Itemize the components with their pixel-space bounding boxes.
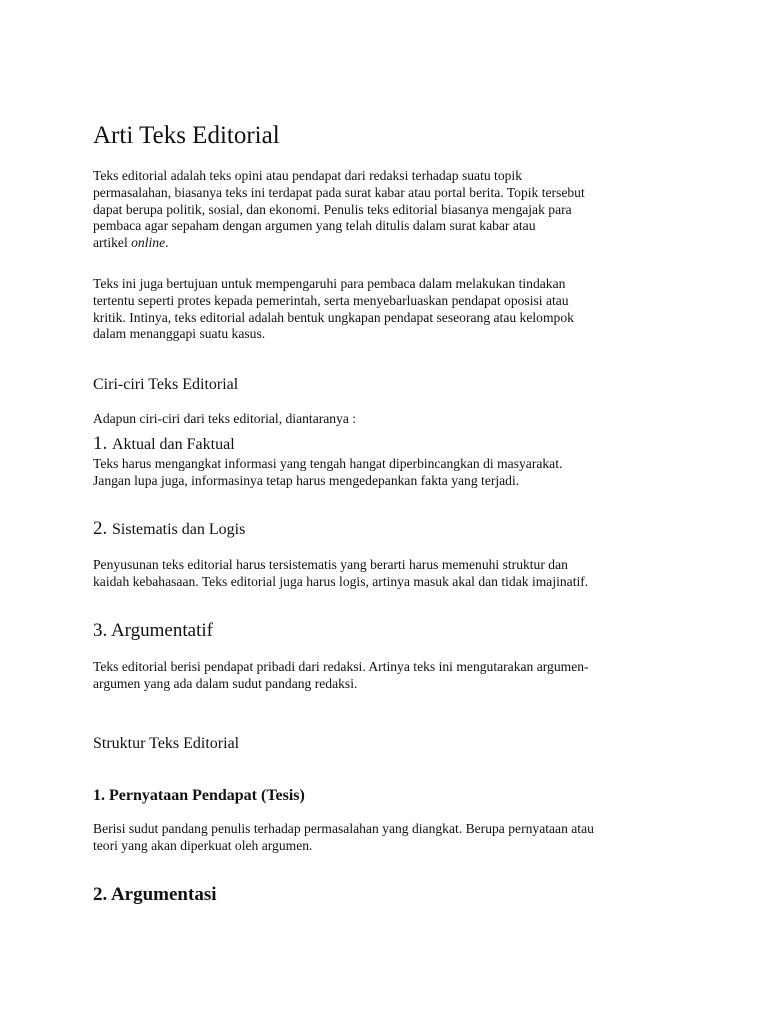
text-line: kritik. Intinya, teks editorial adalah bentuk ungkapan pendapat seseorang atau kelompok: [93, 309, 574, 325]
text-line: permasalahan, biasanya teks ini terdapat pada surat kabar atau portal berita. Topik tersebut: [93, 184, 585, 200]
text-line: teori yang akan diperkuat oleh argumen.: [93, 837, 313, 853]
text-line: Teks ini juga bertujuan untuk mempengaruhi para pembaca dalam melakukan tindakan: [93, 276, 566, 291]
text-line: Penyusunan teks editorial harus tersistematis yang berarti harus memenuhi struktur dan: [93, 557, 568, 572]
text-line: Berisi sudut pandang penulis terhadap permasalahan yang diangkat. Berupa pernyataan atau: [93, 821, 594, 836]
ciri-2-title: Sistematis dan Logis: [112, 521, 246, 538]
ciri-2-number: 2.: [93, 518, 108, 539]
ciri-1-title: Aktual dan Faktual: [112, 436, 235, 453]
struktur-2-heading: 2. Argumentasi: [93, 884, 217, 905]
intro-paragraph-1: [93, 168, 693, 252]
ciri-3-body: [93, 659, 693, 693]
text-line: Jangan lupa juga, informasinya tetap harus mengedepankan fakta yang terjadi.: [93, 472, 520, 488]
ciri-1-number: 1.: [93, 433, 108, 454]
text-line: tertentu seperti protes kepada pemerintah, serta menyebarluaskan pendapat oposisi atau: [93, 292, 569, 308]
section-heading-struktur: Struktur Teks Editorial: [93, 735, 240, 752]
struktur-1-heading: 1. Pernyataan Pendapat (Tesis): [93, 787, 305, 804]
struktur-1-body: [93, 821, 693, 855]
text-line: kaidah kebahasaan. Teks editorial juga harus logis, artinya masuk akal dan tidak imajinatif.: [93, 573, 589, 589]
text-line: pembaca agar sepaham dengan argumen yang telah ditulis dalam surat kabar atau: [93, 218, 536, 234]
italic-word: online: [131, 235, 166, 251]
ciri-1-body: [93, 456, 693, 490]
ciri-1-heading: [93, 433, 693, 456]
ciri-intro: Adapun ciri-ciri dari teks editorial, diantaranya :: [93, 411, 357, 426]
ciri-2-heading: [93, 518, 693, 541]
text-fragment: artikel: [93, 235, 132, 251]
text-line: argumen yang ada dalam sudut pandang redaksi.: [93, 675, 358, 691]
page-title: Arti Teks Editorial: [93, 122, 280, 149]
text-line: Teks editorial adalah teks opini atau pendapat dari redaksi terhadap suatu topik: [93, 168, 522, 183]
intro-paragraph-2: [93, 276, 693, 343]
text-line: Teks harus mengangkat informasi yang tengah hangat diperbincangkan di masyarakat.: [93, 456, 563, 471]
text-fragment: .: [165, 235, 169, 251]
text-line: dapat berupa politik, sosial, dan ekonomi. Penulis teks editorial biasanya mengajak para: [93, 201, 572, 217]
text-line: dalam menanggapi suatu kasus.: [93, 326, 266, 342]
ciri-2-body: [93, 557, 693, 591]
ciri-3-heading: 3. Argumentatif: [93, 620, 213, 641]
text-line: [93, 235, 693, 252]
text-line: Teks editorial berisi pendapat pribadi dari redaksi. Artinya teks ini mengutarakan argumen-: [93, 659, 589, 674]
section-heading-ciri: Ciri-ciri Teks Editorial: [93, 376, 239, 393]
